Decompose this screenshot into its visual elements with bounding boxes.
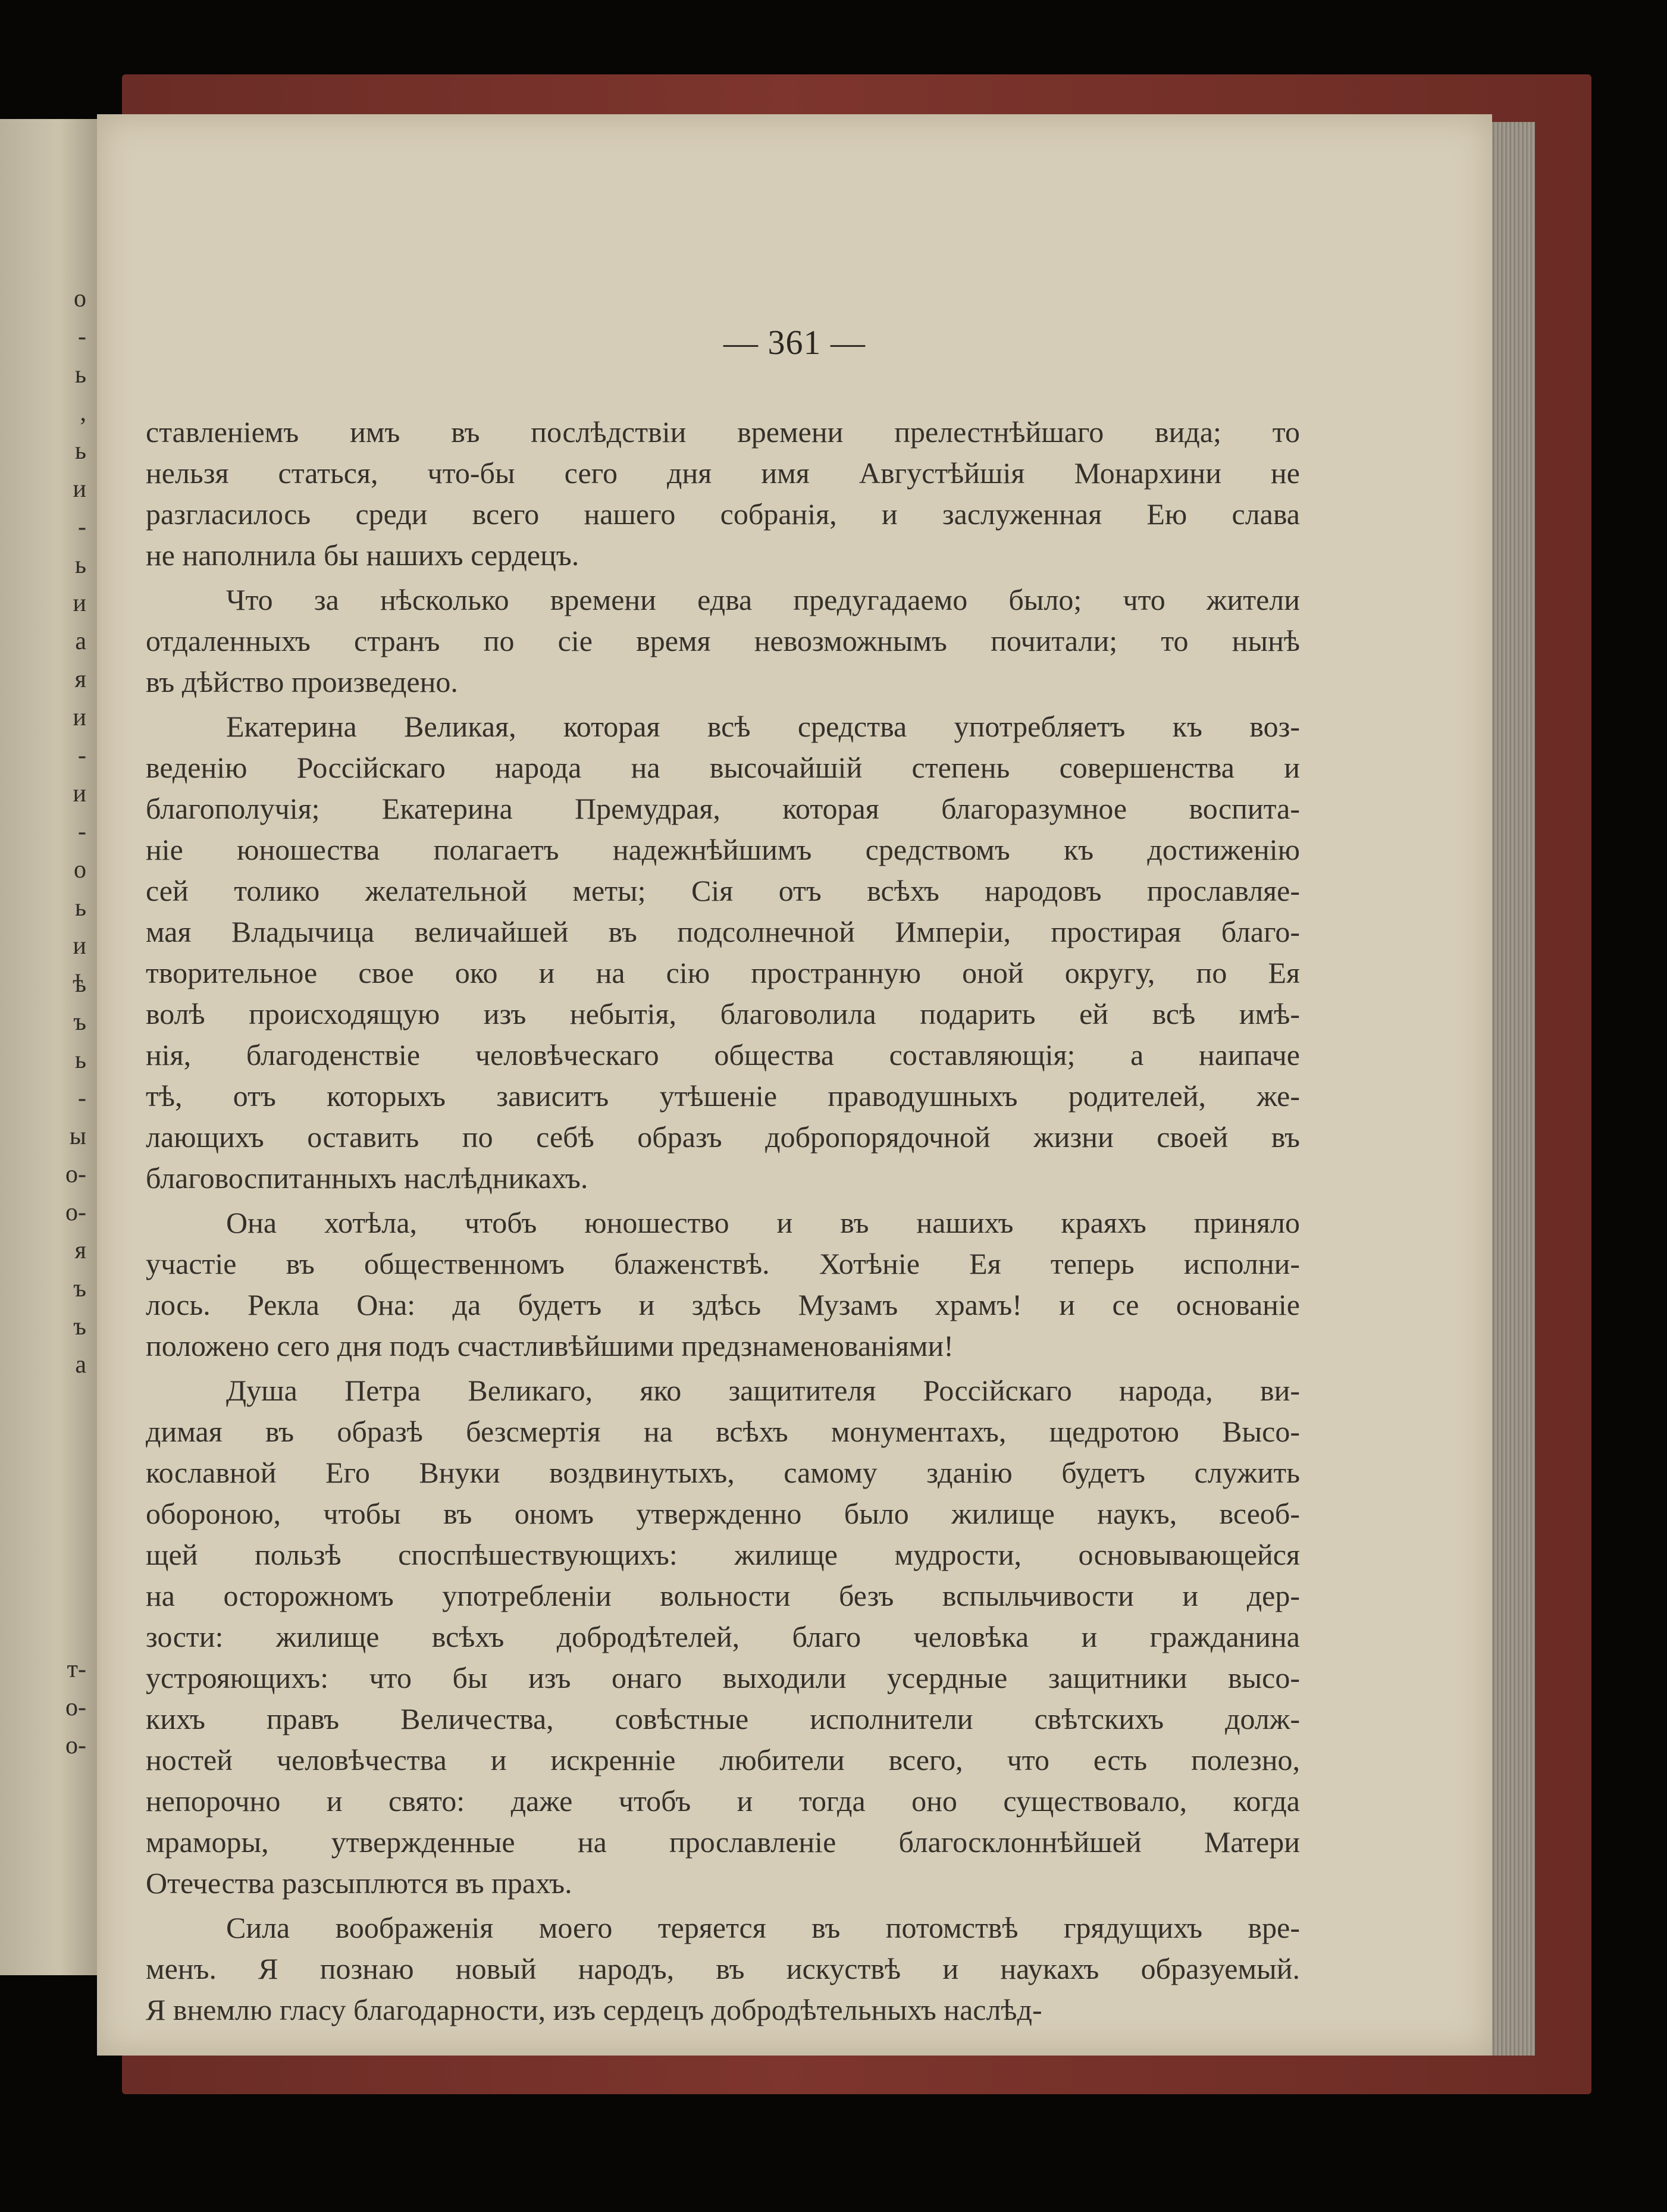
previous-page-fragment: я — [74, 1237, 86, 1264]
text-line: мраморы, утвержденные на прославленіе благосклоннѣйшей Матери — [146, 1825, 1300, 1859]
page-number: — 361 — — [723, 323, 866, 362]
previous-page-fragment: о- — [65, 1161, 86, 1188]
text-line: Я внемлю гласу благодарности, изъ сердецъ добродѣтельныхъ наслѣд- — [146, 1993, 1042, 2026]
previous-page-fragment: - — [78, 742, 86, 769]
previous-page-fragment: - — [78, 513, 86, 541]
text-line: обороною, чтобы въ ономъ утвержденно было жилище наукъ, всеоб- — [146, 1497, 1300, 1530]
text-line: участіе въ общественномъ блаженствѣ. Хотѣніе Ея теперь исполни- — [146, 1247, 1300, 1280]
text-line: волѣ происходящую изъ небытія, благоволила подарить ей всѣ имѣ- — [146, 997, 1300, 1030]
previous-page-fragment: ы — [69, 1123, 86, 1150]
text-line: отдаленныхъ странъ по сіе время невозможнымъ почитали; то нынѣ — [146, 624, 1300, 657]
text-line: щей пользѣ споспѣшествующихъ: жилище мудрости, основывающейся — [146, 1538, 1300, 1571]
previous-page-fragment — [0, 1460, 98, 1498]
text-line: нельзя статься, что-бы сего дня имя Августѣйшія Монархини не — [146, 456, 1300, 490]
previous-page-fragment — [0, 1612, 98, 1650]
text-line: не наполнила бы нашихъ сердецъ. — [146, 538, 579, 572]
paragraph — [146, 579, 1300, 703]
text-line: благополучія; Екатерина Премудрая, которая благоразумное воспита- — [146, 792, 1300, 825]
text-line: Отечества разсыплются въ прахъ. — [146, 1866, 572, 1900]
previous-page-fragment: о — [74, 285, 86, 312]
previous-page-fragment: - — [78, 1085, 86, 1112]
previous-page-fragment: - — [78, 818, 86, 845]
text-line: въ дѣйство произведено. — [146, 665, 458, 698]
previous-page-fragment: а — [75, 628, 86, 655]
text-line: ставленіемъ имъ въ послѣдствіи времени прелестнѣйшаго вида; то — [146, 415, 1300, 449]
text-line: непорочно и свято: даже чтобъ и тогда оно существовало, когда — [146, 1784, 1300, 1818]
previous-page-fragment: и — [73, 475, 86, 503]
previous-page-fragment — [0, 1574, 98, 1612]
text-line: ніе юношества полагаетъ надежнѣйшимъ средствомъ къ достиженію — [146, 833, 1300, 866]
previous-page-fragment: ь — [74, 1047, 86, 1074]
text-line: Она хотѣла, чтобъ юношество и въ нашихъ краяхъ приняло — [226, 1206, 1300, 1239]
paragraph — [146, 706, 1300, 1199]
text-line: на осторожномъ употребленіи вольности безъ вспыльчивости и дер- — [146, 1579, 1300, 1612]
text-line: мая Владычица величайшей въ подсолнечной Имперіи, простирая благо- — [146, 915, 1300, 948]
text-line: разгласилось среди всего нашего собранія, и заслуженная Ею слава — [146, 497, 1300, 531]
previous-page-fragment: о- — [65, 1732, 86, 1759]
paragraph — [146, 1907, 1300, 2031]
previous-page-fragment: , — [80, 399, 86, 427]
previous-page-fragment: - — [78, 323, 86, 350]
previous-page-fragment — [0, 1422, 98, 1460]
previous-page-fragment: ь — [74, 894, 86, 922]
previous-page-fragment: ь — [74, 437, 86, 465]
text-line: димая въ образѣ безсмертія на всѣхъ монументахъ, щедротою Высо- — [146, 1415, 1300, 1448]
previous-page-fragment: о- — [65, 1199, 86, 1226]
previous-page-fragment — [0, 1536, 98, 1574]
previous-page-fragment: т- — [67, 1656, 86, 1683]
paragraph — [146, 1370, 1300, 1904]
text-line: творительное свое око и на сію пространную оной округу, по Ея — [146, 956, 1300, 989]
previous-page-fragment: и — [73, 704, 86, 731]
previous-page-fragment: о — [74, 856, 86, 883]
text-line: лось. Рекла Она: да будетъ и здѣсь Музамъ храмъ! и се основаніе — [146, 1288, 1300, 1321]
text-line: лающихъ оставить по себѣ образъ добропорядочной жизни своей въ — [146, 1120, 1300, 1154]
previous-page-fragment: ъ — [73, 1313, 86, 1340]
text-line: устрояющихъ: что бы изъ онаго выходили усердные защитники высо- — [146, 1661, 1300, 1694]
text-line: Что за нѣсколько времени едва предугадаемо было; что жители — [226, 583, 1300, 616]
previous-page-fragment: о- — [65, 1694, 86, 1721]
previous-page-fragment: ь — [74, 361, 86, 388]
previous-page-fragment: а — [75, 1351, 86, 1378]
text-line: Екатерина Великая, которая всѣ средства употребляетъ къ воз- — [226, 710, 1300, 743]
text-line: тѣ, отъ которыхъ зависитъ утѣшеніе праводушныхъ родителей, же- — [146, 1079, 1300, 1113]
text-line: менъ. Я познаю новый народъ, въ искуствѣ и наукахъ образуемый. — [146, 1952, 1300, 1985]
previous-page-fragment: ъ — [73, 1275, 86, 1302]
text-line: кославной Его Внуки воздвинутыхъ, самому зданію будетъ служить — [146, 1456, 1300, 1489]
paragraph — [146, 412, 1300, 576]
text-line: веденію Россійскаго народа на высочайшій степень совершенства и — [146, 751, 1300, 784]
previous-page-fragment: и — [73, 932, 86, 960]
previous-page-text-fragments — [0, 280, 98, 1765]
previous-page-fragment: ѣ — [73, 970, 86, 998]
text-line: ностей человѣчества и искренніе любители всего, что есть полезно, — [146, 1743, 1300, 1777]
text-line: нія, благоденствіе человѣческаго общества составляющія; а наипаче — [146, 1038, 1300, 1071]
previous-page-fragment: ъ — [73, 1008, 86, 1036]
page-body-text — [146, 412, 1300, 2034]
previous-page-fragment: и — [73, 780, 86, 807]
previous-page-fragment: и — [73, 590, 86, 617]
text-line: Душа Петра Великаго, яко защитителя Россійскаго народа, ви- — [226, 1374, 1300, 1407]
text-line: благовоспитанныхъ наслѣдникахъ. — [146, 1161, 588, 1195]
book-page — [97, 114, 1492, 2056]
previous-page-fragment: я — [74, 666, 86, 693]
text-line: зости: жилище всѣхъ добродѣтелей, благо человѣка и гражданина — [146, 1620, 1300, 1653]
text-line: положено сего дня подъ счастливѣйшими предзнаменованіями! — [146, 1329, 954, 1362]
previous-page-fragment: ь — [74, 552, 86, 579]
previous-page-fragment — [0, 1498, 98, 1536]
text-line: Сила воображенія моего теряется въ потомствѣ грядущихъ вре- — [226, 1911, 1300, 1944]
paragraph — [146, 1202, 1300, 1367]
text-line: кихъ правъ Величества, совѣстные исполнители свѣтскихъ долж- — [146, 1702, 1300, 1735]
previous-page-fragment — [0, 1384, 98, 1422]
text-line: сей толико желательной меты; Сія отъ всѣхъ народовъ прославляе- — [146, 874, 1300, 907]
